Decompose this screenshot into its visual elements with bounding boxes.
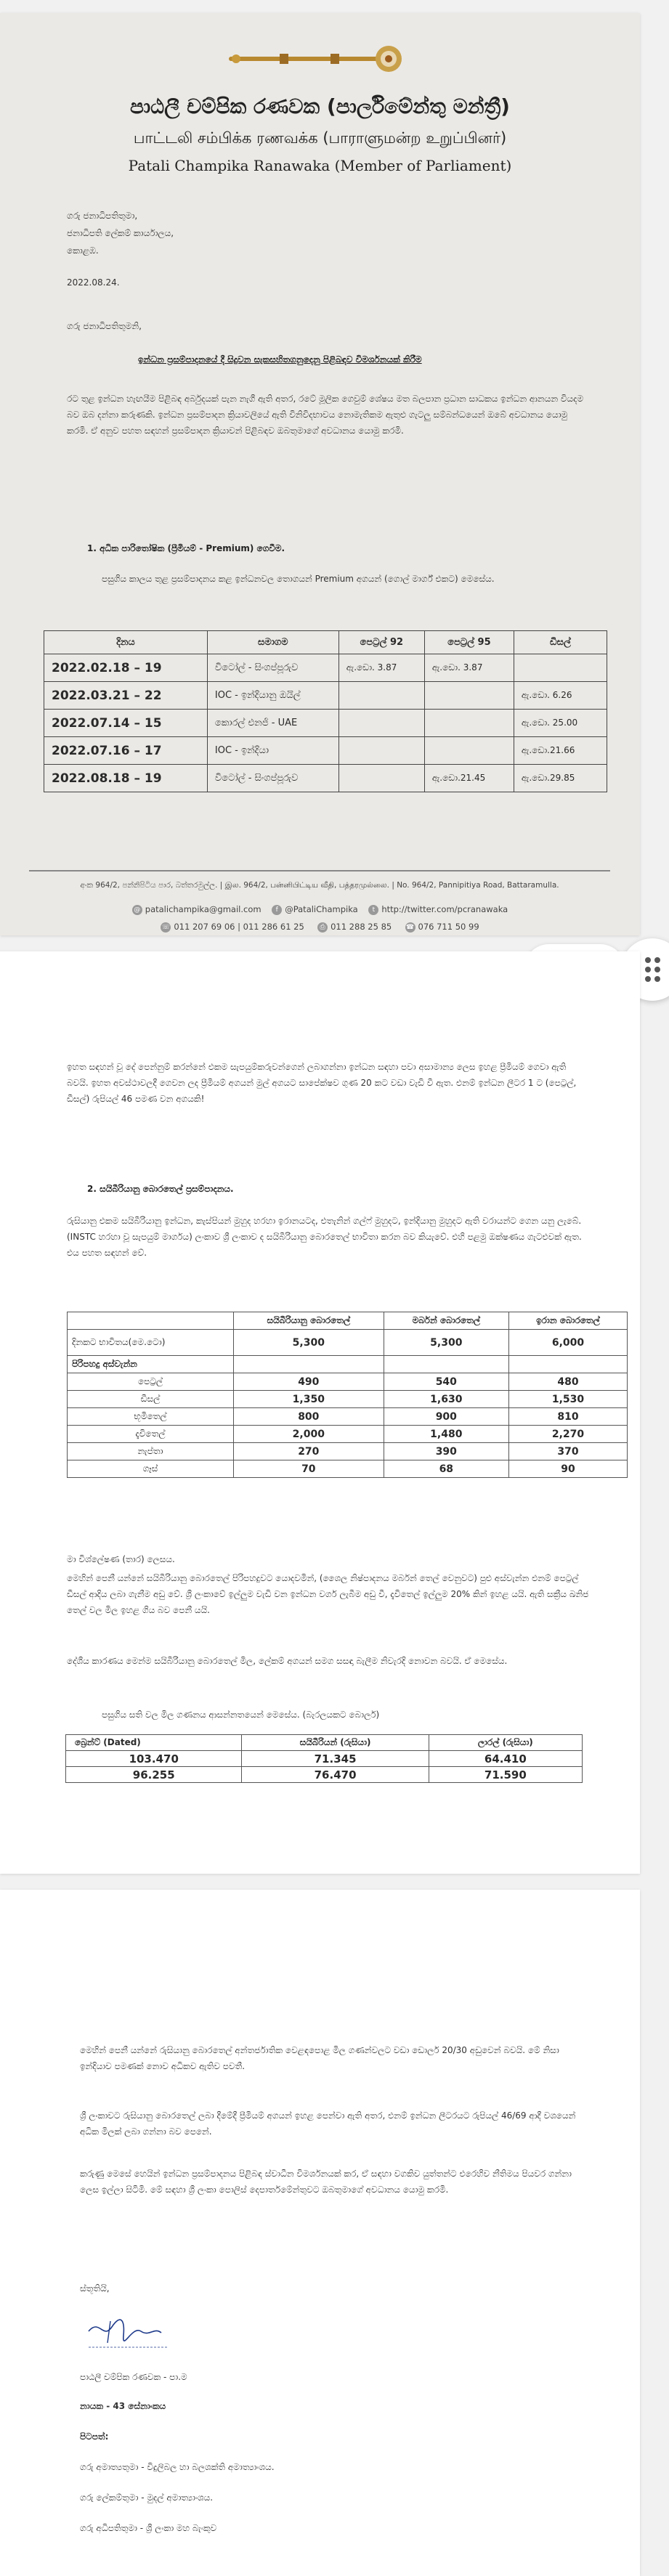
table-row [68, 1373, 628, 1391]
cell-petrol-92 [338, 765, 424, 792]
row-label: දැවිතෙල් [68, 1426, 234, 1443]
grid-dots-icon [645, 957, 660, 982]
cell-value: 270 [233, 1443, 384, 1460]
row-label: ඩීසල් [68, 1391, 234, 1408]
table-row [44, 737, 607, 765]
cell-petrol-95: ඇ.ඩො. 3.87 [424, 654, 514, 682]
table-row [68, 1408, 628, 1426]
addressee-line-3: කොළඹ. [67, 245, 99, 256]
cell-value: 1,480 [384, 1426, 508, 1443]
page2-paragraph-3: දේශීය කාරණය මෙන්ම සයිබීරියානු බොරතෙල් මිල, ලේකම් අගයන් සමග සසඳා බැලීම නිවැරදි නොවන බවයි. ඒ මෙසේය. [67, 1656, 508, 1666]
col-iranian: ඉරාන බොරතෙල් [508, 1312, 627, 1330]
page2-paragraph-2: මෙහින් පෙනී යන්නේ සයිබීරියානු බොරතෙල් පිරිපහදුවට යොදවමින්, (ශෛල නිෂ්පාදනය මර්බන් තෙල් වෙනුවට) පුළු අස්වැන්න එනම් පෙට්‍රල් ඩීසල් ආදිය ලබා ගැනීම අඩු වේ. ශ්‍රී ලංකාවේ ඉල්ලුම වැඩි වන ඉන්ධන වර්ග ලැබීම අඩු වී, දැවිතෙල් ඉල්ලුම 20% කින් ඉහළ යයි. ඇති සක්‍රීය ඛනිජ තෙල් වල මිල ඉහළ ගිය බව පෙනී යයි. [67, 1573, 589, 1615]
cell-company: විටෝල් - සිංගප්පූරුව [207, 654, 338, 682]
cell-diesel: ඇ.ඩො.21.66 [514, 737, 607, 765]
email-icon: @ [132, 905, 142, 915]
cc-item: ගරු අධිපතිතුමා - ශ්‍රී ලංකා මහ බැංකුව [80, 2523, 217, 2533]
intro-paragraph: රට තුළ ඉන්ධන හැඟයීම පිළිබඳ අර්බුදයක් පැන නැගී ඇති අතර, රටේ මූලික ගෙවුම් ශේෂය මත බලපාන ප්‍රධාන සාධකය ඉන්ධන ආනයන වියදම බව ඔබ දන්නා කරුණකි. ඉන්ධන ප්‍රසම්පාදන ක්‍රියාවලියේ ඇති විනිවිදභාවය නොමැතිකම ඇතුළු ගැටලු සම්බන්ධයෙන් ඔබේ අවධානය යොමු කරමි. ඒ අනුව පහත සඳහන් ප්‍රසම්පාදන ක්‍රියාවන් පිළිබඳව ඔබතුමාගේ අවධානය යොමු කරමි. [67, 394, 584, 436]
document-page-1 [0, 13, 640, 935]
cell-petrol-92 [338, 737, 424, 765]
footer-twitter: http://twitter.com/pcranawaka [381, 904, 508, 914]
cell-petrol-92 [338, 682, 424, 710]
signatory-title: නායක - 43 සේනාංකය [80, 2401, 166, 2411]
mace-emblem [222, 41, 418, 77]
cell-value: 96.255 [66, 1767, 242, 1783]
table-row [66, 1751, 583, 1767]
header-blank [68, 1312, 234, 1330]
col-diesel: ඩීසල් [514, 631, 607, 654]
letter-date: 2022.08.24. [67, 277, 120, 288]
col-murban: මර්බන් බොරතෙල් [384, 1312, 508, 1330]
page2-paragraph-1: ඉහත සඳහන් වූ දේ පෙන්නුම් කරන්නේ එකම සැපයුම්කරුවන්ගෙන් ලබාගන්නා ඉන්ධන සඳහා පවා අසාමාන්‍ය ලෙස ඉහළ ප්‍රීමියම් ගෙවා ඇති බවයි. ඉහත අවස්ථාවලදී ගෙවන ලද ප්‍රීමියම් අගයන් මුල් අගයට සාපේක්ෂව ගුණ 20 කට වඩා වැඩි වී ඇත. එනම් ඉන්ධන ලීටර 1 ට (පෙට්‍රල්, ඩීසල්) රුපියල් 46 පමණ වන අගයකි! [67, 1062, 577, 1104]
row-label: භූමිතෙල් [68, 1408, 234, 1426]
cell-petrol-95 [424, 710, 514, 737]
cell-value: 71.590 [429, 1767, 582, 1783]
footer-divider [29, 870, 610, 871]
cell-petrol-92: ඇ.ඩො. 3.87 [338, 654, 424, 682]
cell-value: 540 [384, 1373, 508, 1391]
footer-fax: 011 288 25 85 [331, 922, 392, 932]
table-row [68, 1426, 628, 1443]
section-1-heading: 1. අධික පාරිතෝෂික (ප්‍රීමියම් - Premium) ගෙවීම. [87, 543, 285, 553]
section-2-heading: 2. සයිබීරියානු බොරතෙල් ප්‍රසම්පාදනය. [87, 1184, 234, 1194]
col-urals: ලාරල් (රුසියා) [429, 1735, 582, 1751]
section-label: පිරිපහදු අස්වැන්න [68, 1356, 234, 1373]
signatory-name: පාඨලී චම්පික රණවක - පා.ම [80, 2372, 187, 2382]
cell-date: 2022.02.18 – 19 [44, 654, 208, 682]
cell-value: 390 [384, 1443, 508, 1460]
col-siberian: සයිබීරියානු බොරතෙල් [233, 1312, 384, 1330]
crude-yield-table [67, 1312, 628, 1478]
cell-petrol-95 [424, 737, 514, 765]
letterhead-name-sinhala: පාඨලී චම්පික රණවක (පාර්ලිමේන්තු මන්ත්‍රී) [130, 94, 510, 118]
cell-value: 5,300 [233, 1330, 384, 1356]
section-2-text: රුසියානු එකම සයිබීරියානු ඉන්ධන, කැස්පියන් මුහුද හරහා ඉරානයටද, එතැනින් ගල්ෆ් මුහුදට, ඉන්දියානු මුහුදට ඇති වරායන්ට ගෙන යනු ලැබේ. (INSTC හරහා වූ සැපයුම් මාර්ගය) ලංකාව ශ්‍රී ලංකාව ද සයිබීරියානු බොරතෙල් භාවිතා කරන බව කියැවේ. එහි පළමු ඔක්ෂණය ගැටළුවක් ඇත. එය පහත සඳහන් වේ. [67, 1216, 582, 1258]
table-row [68, 1391, 628, 1408]
cell-company: IOC - ඉන්දියා [207, 737, 338, 765]
cc-item: ගරු අමාත්‍යතුමා - විදුලිබල හා බලශක්ති අමාත්‍යාංශය. [80, 2462, 275, 2472]
cell-petrol-95: ඇ.ඩො.21.45 [424, 765, 514, 792]
cell-company: IOC - ඉන්දියානු ඔයිල් [207, 682, 338, 710]
cell-date: 2022.03.21 – 22 [44, 682, 208, 710]
facebook-icon: f [272, 905, 282, 915]
col-company: සමාගම [207, 631, 338, 654]
fax-icon: ⎙ [317, 922, 328, 933]
cell-diesel [514, 654, 607, 682]
table-header [68, 1312, 628, 1330]
cell-company: විටෝල් - සිංගප්පූරුව [207, 765, 338, 792]
cc-item: ගරු ලේකම්තුමා - මුදල් අමාත්‍යාංශය. [80, 2492, 214, 2503]
cell-value: 1,350 [233, 1391, 384, 1408]
cc-label: පිටපත්: [80, 2431, 109, 2442]
footer-facebook: @PataliChampika [285, 904, 358, 914]
table-source-note: මා විශ්ලේෂණ (තාර) ලෙසය. [67, 1554, 175, 1564]
cell-value: 900 [384, 1408, 508, 1426]
footer-address: අංක 964/2, පන්නිපිටිය පාර, බත්තරමුල්ල. | இல. 964/2, பன்னிபிட்டிய வீதி, பத்தரமுல்லை. | No. 964/2, Pannipitiya Road, Battaramulla. [80, 881, 559, 890]
cell-value: 71.345 [242, 1751, 429, 1767]
document-page-3 [0, 1890, 640, 2576]
cell-date: 2022.07.14 – 15 [44, 710, 208, 737]
row-label: ගෑස් [68, 1460, 234, 1478]
row-label: පෙට්‍රල් [68, 1373, 234, 1391]
footer-mobile: 076 711 50 99 [418, 922, 479, 932]
cell-value: 370 [508, 1443, 627, 1460]
table-row [68, 1443, 628, 1460]
cell-value: 103.470 [66, 1751, 242, 1767]
col-brent: බ්‍රෙන්ට් (Dated) [66, 1735, 242, 1751]
addressee-line-2: ජනාධිපති ලේකම් කාර්යාලය, [67, 228, 174, 238]
col-petrol-92: පෙට්‍රල් 92 [338, 631, 424, 654]
cell-value: 2,000 [233, 1426, 384, 1443]
footer-email: patalichampika@gmail.com [145, 904, 261, 914]
cell-value: 64.410 [429, 1751, 582, 1767]
phone-icon: ☏ [161, 923, 170, 931]
twitter-icon: t [368, 905, 378, 915]
table-row [68, 1460, 628, 1478]
crude-price-intro: පසුගිය සති වල මිල ගණනය ආසන්නතයෙන් මෙසේය. (බැරලයකට බොලර්) [102, 1710, 380, 1720]
table-header [66, 1735, 583, 1751]
cell-date: 2022.08.18 – 19 [44, 765, 208, 792]
salutation: ගරු ජනාධිපතිතුමනි, [67, 321, 142, 331]
cell-diesel: ඇ.ඩො. 6.26 [514, 682, 607, 710]
cell-value: 490 [233, 1373, 384, 1391]
row-label: දිනකට භාවිතය(මෙ.ටො) [68, 1330, 234, 1356]
closing: ස්තූතියි, [80, 2283, 110, 2293]
letterhead-name-english: Patali Champika Ranawaka (Member of Parliament) [128, 157, 512, 174]
table-row [44, 654, 607, 682]
document-page-2 [0, 951, 640, 1874]
cell-value: 76.470 [242, 1767, 429, 1783]
cell-petrol-92 [338, 710, 424, 737]
cell-value: 90 [508, 1460, 627, 1478]
cell-value: 2,270 [508, 1426, 627, 1443]
mobile-icon: ☎ [405, 923, 415, 931]
cell-value: 68 [384, 1460, 508, 1478]
premium-table-header [44, 631, 607, 654]
signature [81, 2311, 176, 2354]
cell-company: කොරල් එනජි - UAE [207, 710, 338, 737]
table-row [66, 1767, 583, 1783]
table-row [44, 710, 607, 737]
footer-phones: 011 207 69 06 | 011 286 61 25 [174, 922, 304, 932]
page3-paragraph-3: කරුණු මෙසේ හෙයින් ඉන්ධන ප්‍රසම්පාදනය පිළිබඳ ස්වාධීන විමර්ශනයක් කර, ඒ සඳහා වගකිව යුත්තන්ට එරෙහිව නීතිමය පියවර ගන්නා ලෙස ඉල්ලා සිටිමි. මේ සඳහා ශ්‍රී ලංකා පොලිස් දෙපාර්තමේන්තුවට ඔබතුමාගේ අවධානය යොමු කරමි. [80, 2169, 572, 2195]
col-date: දිනය [44, 631, 208, 654]
row-label: නැප්තා [68, 1443, 234, 1460]
cell-diesel: ඇ.ඩො.29.85 [514, 765, 607, 792]
cell-value: 800 [233, 1408, 384, 1426]
table-row [44, 765, 607, 792]
table-row [44, 682, 607, 710]
cell-value: 5,300 [384, 1330, 508, 1356]
footer-contacts [0, 901, 640, 935]
table-row [68, 1356, 628, 1373]
addressee-line-1: ගරු ජනාධිපතිතුමා, [67, 211, 138, 221]
premium-table [44, 630, 607, 792]
table-row [68, 1330, 628, 1356]
section-1-text: පසුගිය කාලය තුළ ප්‍රසම්පාදනය කළ ඉන්ධනවල තොගයන් Premium අගයන් (ගොල් මාර්ග් එකට) මෙසේය. [102, 574, 495, 584]
cell-value: 480 [508, 1373, 627, 1391]
letterhead-name-tamil: பாட்டலி சம்பிக்க ரணவக்க (பாராளுமன்ற உறுப்பினர்) [133, 129, 507, 147]
page3-paragraph-1: මෙහින් පෙනී යන්නේ රුසියානු බොරතෙල් අන්තර්ජාතික වෙළඳපොළ මිල ගණන්වලට වඩා ඩොලර් 20/30 අඩුවෙන් බවයි. මේ නිසා ඉන්දියාව පමණක් නොව අධිකව ඇතිව පවතී. [80, 2045, 559, 2071]
cell-petrol-95 [424, 682, 514, 710]
cell-diesel: ඇ.ඩො. 25.00 [514, 710, 607, 737]
cell-date: 2022.07.16 – 17 [44, 737, 208, 765]
letter-subject: ඉන්ධන ප්‍රසම්පාදනයේ දී සිදුවන සැකසහිතගනුදෙනු පිළිබඳව විමර්ශනයක් කිරීම [138, 354, 422, 365]
cell-value: 1,530 [508, 1391, 627, 1408]
cell-value: 70 [233, 1460, 384, 1478]
col-siberian: සයිබීරියන් (රුසියා) [242, 1735, 429, 1751]
cell-value: 1,630 [384, 1391, 508, 1408]
cell-value: 810 [508, 1408, 627, 1426]
col-petrol-95: පෙට්‍රල් 95 [424, 631, 514, 654]
page3-paragraph-2: ශ්‍රී ලංකාවට රුසියානු බොරතෙල් ලබා දීමේදී ප්‍රීමියම් අගයන් ඉහළ පෙන්වා ඇති අතර, එනම් ඉන්ධන ලීටරයට රුපියල් 46/69 ආදී වශයෙන් අධික මිලක් ලබා ගන්නා බව පෙනේ. [80, 2110, 576, 2137]
crude-price-table [65, 1734, 583, 1783]
cell-value: 6,000 [508, 1330, 627, 1356]
